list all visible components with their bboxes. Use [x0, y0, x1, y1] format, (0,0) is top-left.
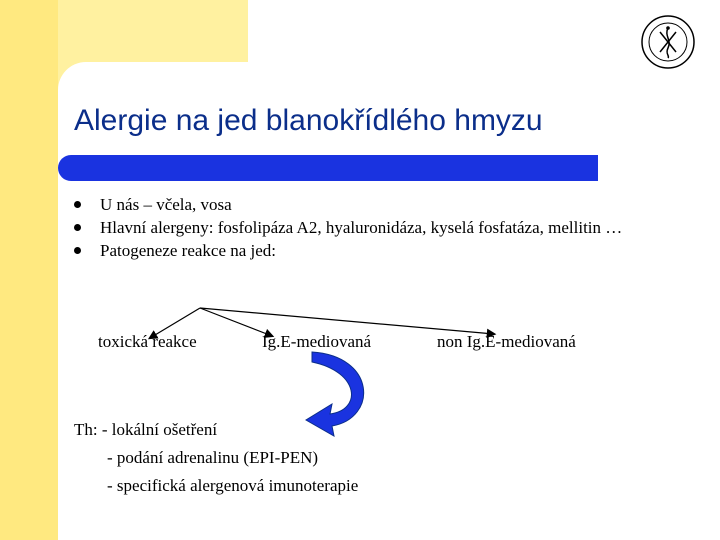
bullet-text: U nás – včela, vosa	[100, 195, 232, 214]
slide-title: Alergie na jed blanokřídlého hmyzu	[74, 104, 543, 137]
therapy-line-1: Th: - lokální ošetření	[74, 420, 218, 439]
branch-non-ige: non Ig.E-mediovaná	[437, 332, 576, 351]
bullet-text: Hlavní alergeny: fosfolipáza A2, hyaluronidáza, kyselá fosfatáza, mellitin …	[100, 218, 623, 237]
curved-arrow-icon	[306, 352, 364, 436]
therapy-line-2: - podání adrenalinu (EPI-PEN)	[107, 448, 319, 467]
arrow-to-non-ige	[200, 308, 494, 334]
branch-toxic: toxická reakce	[98, 332, 197, 351]
branch-ige: Ig.E-mediovaná	[262, 332, 372, 351]
bullet-text: Patogeneze reakce na jed:	[100, 241, 277, 260]
therapy-line-3: - specifická alergenová imunoterapie	[107, 476, 359, 495]
